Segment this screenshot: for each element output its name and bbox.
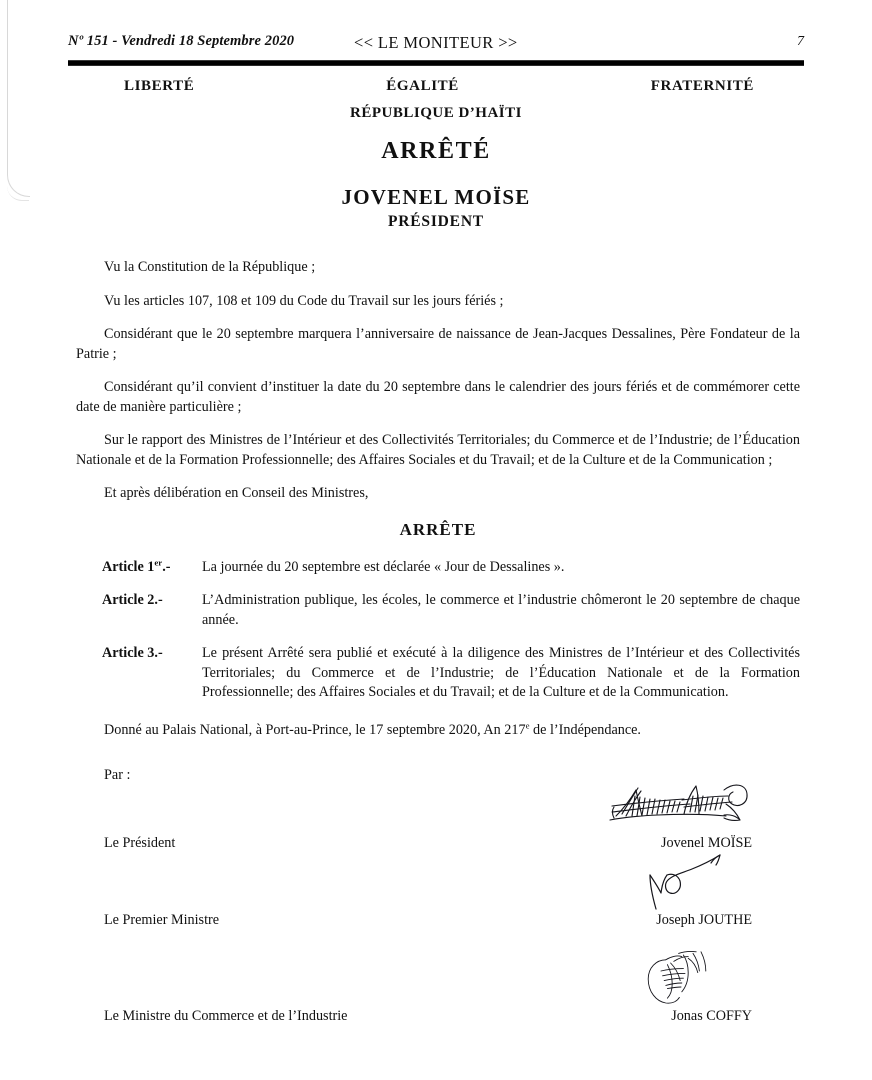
- article-label: [102, 644, 202, 664]
- article-row: [76, 591, 800, 630]
- motto-egalite: ÉGALITÉ: [386, 78, 459, 94]
- preamble-paragraph: Vu la Constitution de la République ;: [104, 259, 316, 275]
- page-number: 7: [797, 34, 804, 49]
- article-text: L’Administration publique, les écoles, le commerce et l’industrie chômeront le 20 septembre de chaque année.: [202, 592, 800, 628]
- preamble-paragraph: Considérant qu’il convient d’instituer la date du 20 septembre dans le calendrier des jours fériés et de commémorer cette date de manière particulière ;: [76, 379, 800, 415]
- preamble-paragraph: Vu les articles 107, 108 et 109 du Code du Travail sur les jours fériés ;: [104, 292, 504, 309]
- document-body: [76, 258, 800, 784]
- masthead-divider-rule: [68, 60, 804, 66]
- document-kind-heading: ARRÊTÉ: [381, 138, 491, 164]
- closing-text-after: de l’Indépendance.: [529, 721, 641, 738]
- scan-page-edge-artifact: [7, 0, 30, 197]
- article-label-suffix: .-: [162, 558, 171, 575]
- article-label: [102, 558, 202, 578]
- signature-jonas-coffy-icon: [606, 947, 756, 1011]
- president-title-heading: PRÉSIDENT: [388, 213, 484, 230]
- preamble-paragraph: Et après délibération en Conseil des Ministres,: [104, 485, 369, 501]
- article-text: Le présent Arrêté sera publié et exécuté à la diligence des Ministres de l’Intérieur et des Collectivités Territoriales; du Commerce et de l’Industrie; de l’Éducation Nationale et de la Formation Professionnelle; des Affaires Sociales et du Travail; et de la Culture et de la Communication.: [202, 645, 800, 700]
- masthead-issue-line: Nº 151 - Vendredi 18 Septembre 2020: [68, 33, 295, 49]
- closing-statement: [76, 721, 800, 741]
- republic-line: RÉPUBLIQUE D’HAÏTI: [350, 105, 522, 121]
- preamble-paragraph: Considérant que le 20 septembre marquera l’anniversaire de naissance de Jean-Jacques Dessalines, Père Fondateur de la Patrie ;: [76, 326, 800, 362]
- article-label-main: Article 2: [102, 592, 155, 608]
- signature-name: Jonas COFFY: [671, 1008, 752, 1024]
- signature-role: Le Ministre du Commerce et de l’Industrie: [104, 1008, 348, 1024]
- signature-jovenel-moise-icon: [606, 774, 756, 838]
- signature-row: [76, 929, 800, 1025]
- motto-fraternite: FRATERNITÉ: [650, 78, 754, 94]
- article-row: [76, 644, 800, 703]
- article-text: La journée du 20 septembre est déclarée « Jour de Dessalines ».: [202, 558, 565, 575]
- article-row: [76, 558, 800, 578]
- closing-ordinal-superscript: e: [525, 719, 530, 730]
- signature-row: [76, 780, 800, 852]
- signature-role: Le Président: [104, 835, 176, 851]
- signature-row: [76, 852, 800, 929]
- par-label: Par :: [104, 767, 131, 783]
- closing-text-before: Donné au Palais National, à Port-au-Prince, le 17 septembre 2020, An 217: [104, 721, 526, 738]
- article-label-main: Article 3: [102, 645, 155, 661]
- article-label-suffix: .-: [154, 592, 163, 608]
- signature-area: [76, 780, 800, 1025]
- enactment-heading: ARRÊTE: [399, 519, 477, 539]
- motto-liberte: LIBERTÉ: [124, 78, 195, 94]
- article-label-suffix: .-: [154, 645, 163, 661]
- masthead: [68, 33, 804, 57]
- article-label: [102, 591, 202, 611]
- signature-joseph-jouthe-icon: [606, 851, 756, 915]
- signature-role: Le Premier Ministre: [104, 912, 220, 928]
- president-name-heading: JOVENEL MOÏSE: [341, 185, 531, 209]
- article-label-main: Article 1: [102, 558, 155, 575]
- signature-name: Jovenel MOÏSE: [660, 835, 752, 851]
- article-label-superscript: er: [154, 556, 163, 567]
- preamble-paragraph: Sur le rapport des Ministres de l’Intérieur et des Collectivités Territoriales; du Commerce et de l’Industrie; de l’Éducation Nationale et de la Formation Professionnelle; des Affaires Sociales et du Travail; et de la Culture et de la Communication ;: [76, 432, 800, 468]
- masthead-publication-title: << LE MONITEUR >>: [354, 33, 518, 52]
- national-motto: [68, 78, 804, 95]
- signature-name: Joseph JOUTHE: [656, 912, 752, 928]
